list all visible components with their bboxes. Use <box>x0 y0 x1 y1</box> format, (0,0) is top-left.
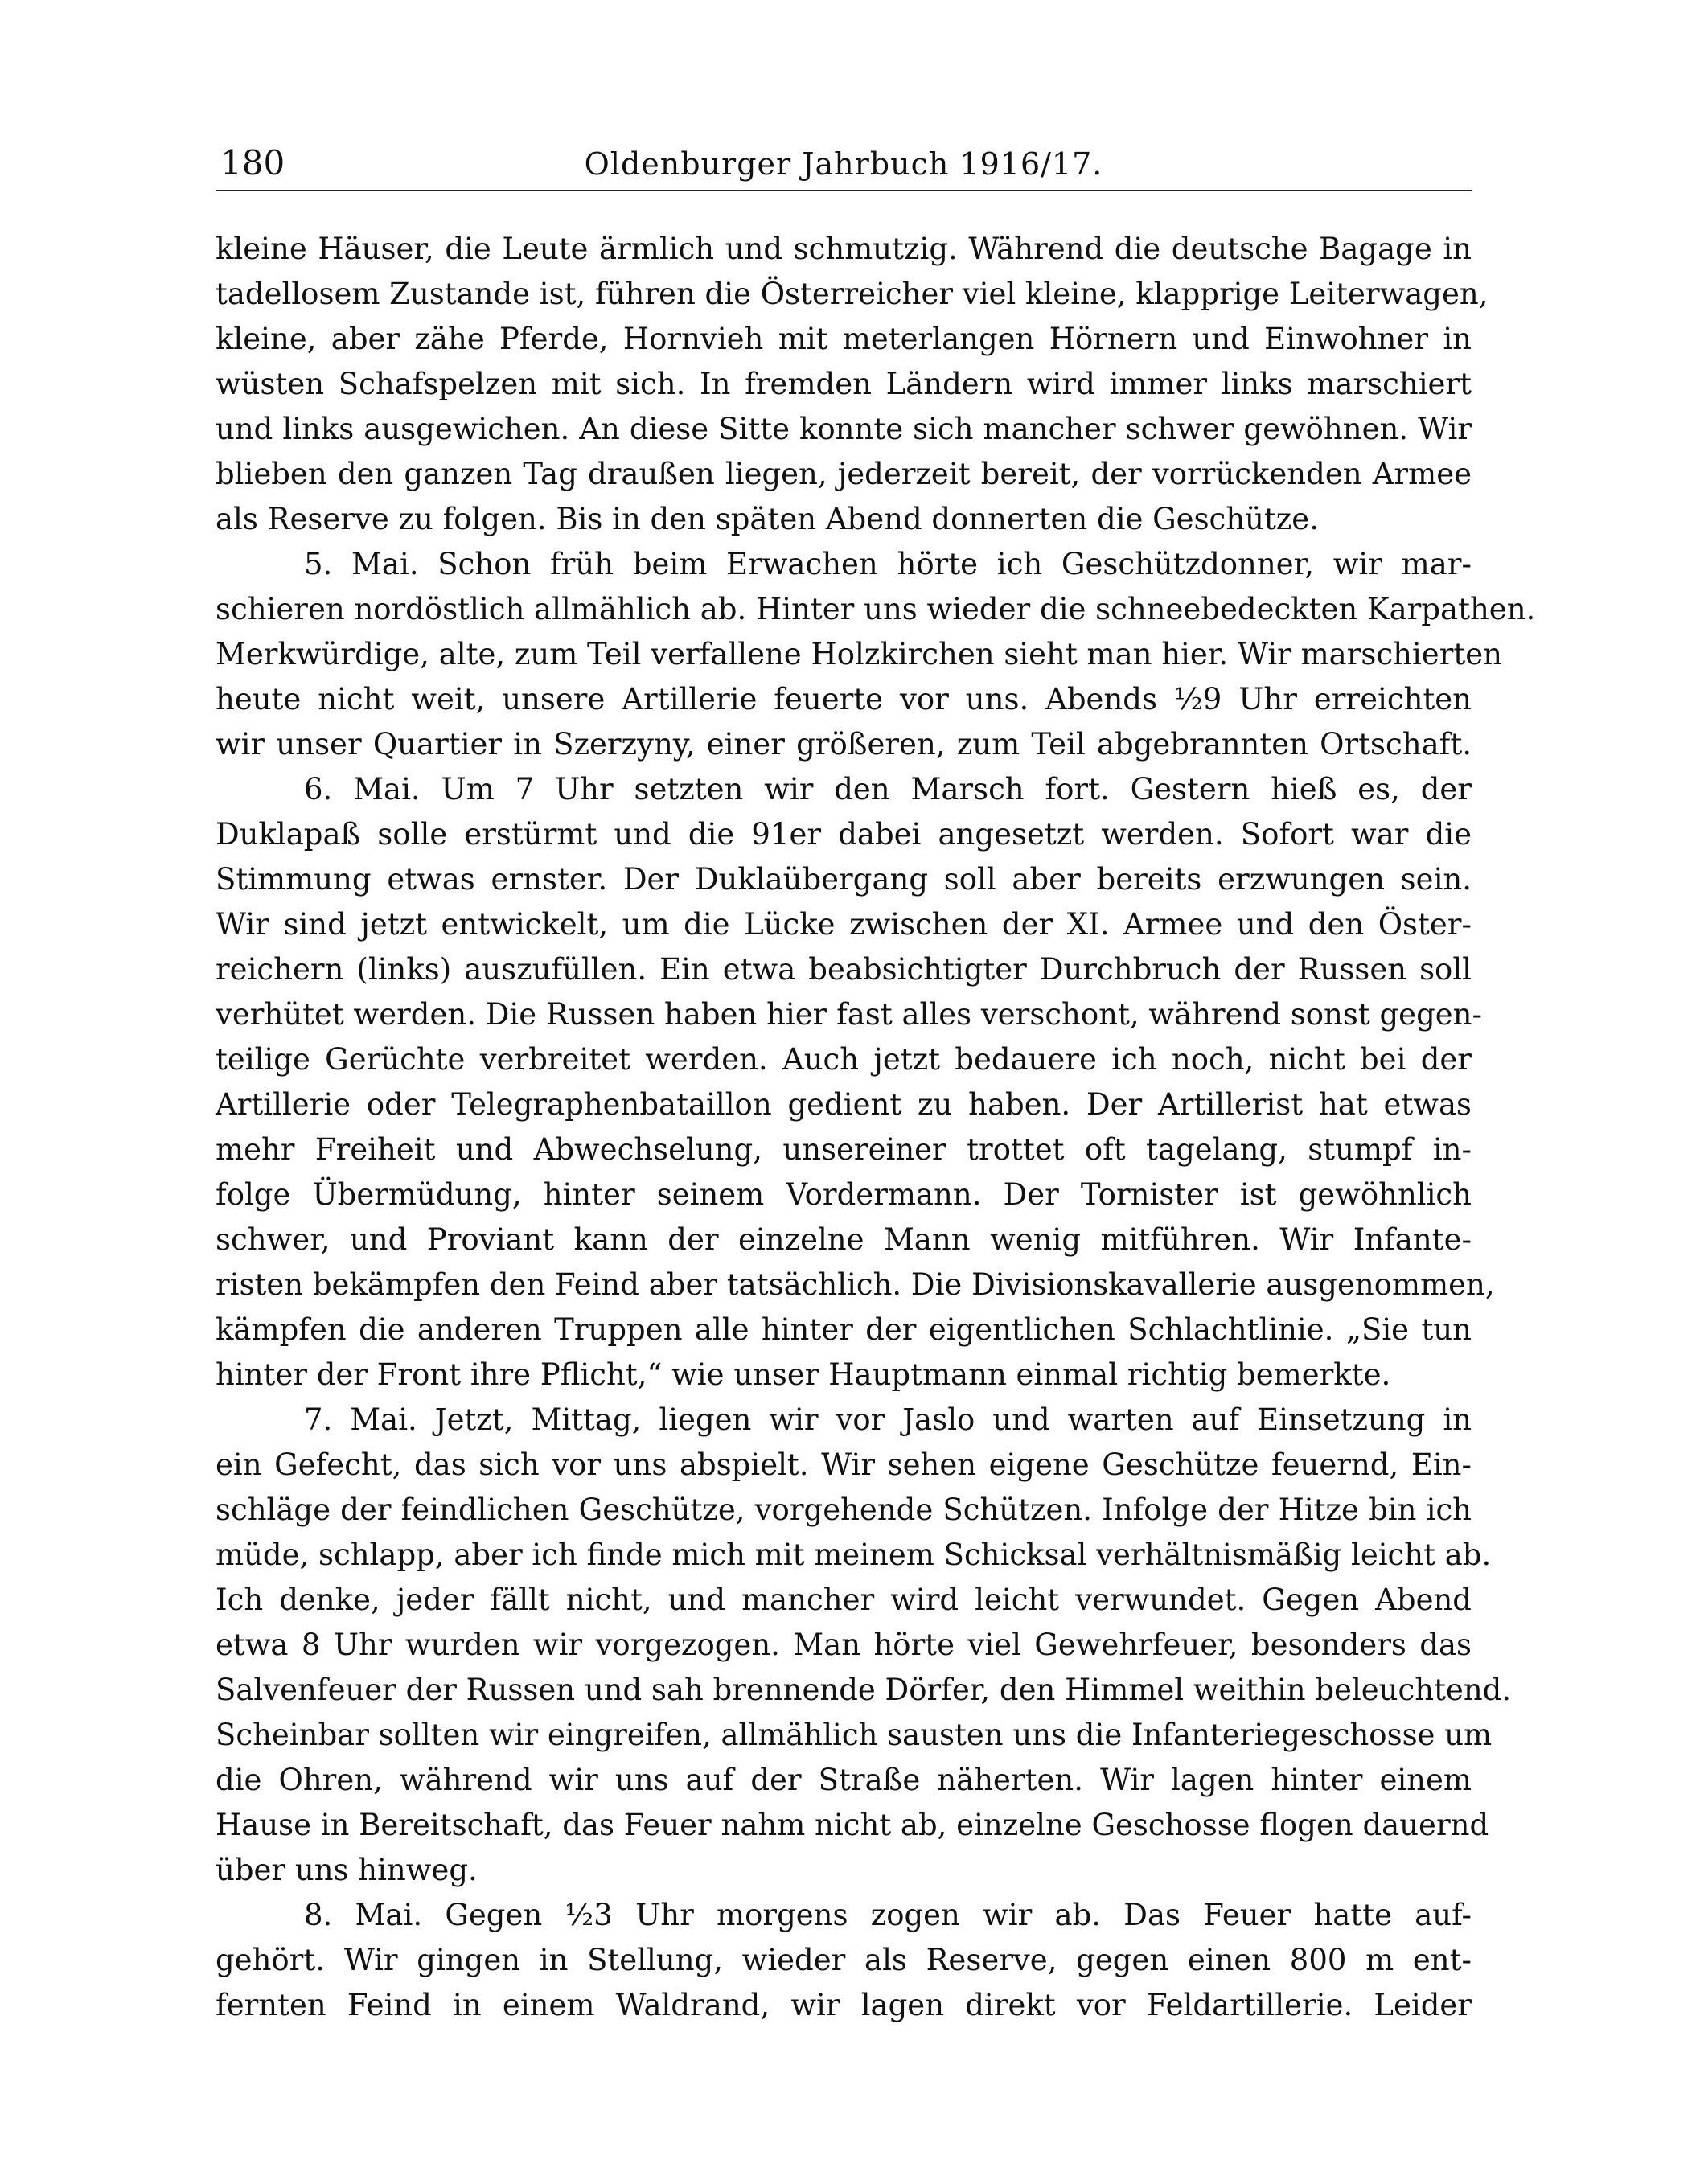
text-line: ein Gefecht, das sich vor uns abspielt. Wir sehen eigene Geschütze feuernd, Ein- <box>216 1447 1472 1482</box>
text-line: als Reserve zu folgen. Bis in den späten Abend donnerten die Geschütze. <box>216 502 1319 536</box>
text-line: 5. Mai. Schon früh beim Erwachen hörte ich Geschützdonner, wir mar- <box>304 547 1472 581</box>
page-number: 180 <box>220 143 285 183</box>
text-line: und links ausgewichen. An diese Sitte konnte sich mancher schwer gewöhnen. Wir <box>216 412 1472 446</box>
text-line: hinter der Front ihre Pflicht,“ wie unser Hauptmann einmal richtig bemerkte. <box>216 1357 1391 1392</box>
text-line: schläge der feindlichen Geschütze, vorgehende Schützen. Infolge der Hitze bin ich <box>216 1492 1472 1527</box>
text-line: wir unser Quartier in Szerzyny, einer größeren, zum Teil abgebrannten Ortschaft. <box>216 727 1472 762</box>
text-line: schwer, und Proviant kann der einzelne Mann wenig mitführen. Wir Infante- <box>216 1222 1472 1257</box>
text-line: Merkwürdige, alte, zum Teil verfallene Holzkirchen sieht man hier. Wir marschierten <box>216 637 1502 671</box>
text-line: die Ohren, während wir uns auf der Straße näherten. Wir lagen hinter einem <box>216 1763 1472 1797</box>
text-line: kämpfen die anderen Truppen alle hinter der eigentlichen Schlachtlinie. „Sie tun <box>216 1312 1472 1347</box>
text-line: Hause in Bereitschaft, das Feuer nahm nicht ab, einzelne Geschosse flogen dauernd <box>216 1808 1489 1842</box>
text-line: blieben den ganzen Tag draußen liegen, jederzeit bereit, der vorrückenden Armee <box>216 457 1472 491</box>
text-line: teilige Gerüchte verbreitet werden. Auch jetzt bedauere ich noch, nicht bei der <box>216 1042 1472 1077</box>
text-line: 6. Mai. Um 7 Uhr setzten wir den Marsch fort. Gestern hieß es, der <box>304 772 1472 807</box>
text-line: 7. Mai. Jetzt, Mittag, liegen wir vor Jaslo und warten auf Einsetzung in <box>304 1402 1472 1437</box>
text-line: Artillerie oder Telegraphenbataillon gedient zu haben. Der Artillerist hat etwas <box>216 1087 1472 1122</box>
text-line: Stimmung etwas ernster. Der Duklaübergang soll aber bereits erzwungen sein. <box>216 862 1472 897</box>
text-line: reichern (links) auszufüllen. Ein etwa beabsichtigter Durchbruch der Russen soll <box>216 952 1472 987</box>
text-line: folge Übermüdung, hinter seinem Vordermann. Der Tornister ist gewöhnlich <box>216 1177 1472 1212</box>
text-line: wüsten Schafspelzen mit sich. In fremden Ländern wird immer links marschiert <box>216 367 1472 401</box>
text-line: fernten Feind in einem Waldrand, wir lagen direkt vor Feldartillerie. Leider <box>216 1988 1472 2022</box>
text-line: über uns hinweg. <box>216 1853 478 1887</box>
body-text <box>216 227 1536 2028</box>
text-line: müde, schlapp, aber ich finde mich mit meinem Schicksal verhältnismäßig leicht ab. <box>216 1537 1492 1572</box>
text-line: kleine, aber zähe Pferde, Hornvieh mit meterlangen Hörnern und Einwohner in <box>216 322 1472 356</box>
text-line: 8. Mai. Gegen ½3 Uhr morgens zogen wir ab. Das Feuer hatte auf- <box>304 1898 1472 1932</box>
text-line: Scheinbar sollten wir eingreifen, allmählich sausten uns die Infanteriegeschosse um <box>216 1718 1493 1752</box>
text-line: heute nicht weit, unsere Artillerie feuerte vor uns. Abends ½9 Uhr erreichten <box>216 682 1472 716</box>
text-line: risten bekämpfen den Feind aber tatsächlich. Die Divisionskavallerie ausgenommen, <box>216 1267 1495 1302</box>
text-line: kleine Häuser, die Leute ärmlich und schmutzig. Während die deutsche Bagage in <box>216 232 1472 266</box>
running-title: Oldenburger Jahrbuch 1916/17. <box>584 146 1103 182</box>
text-line: tadellosem Zustande ist, führen die Österreicher viel kleine, klapprige Leiterwagen, <box>216 277 1489 311</box>
text-line: verhütet werden. Die Russen haben hier fast alles verschont, während sonst gegen- <box>216 997 1482 1032</box>
text-line: mehr Freiheit und Abwechselung, unsereiner trottet oft tagelang, stumpf in- <box>216 1132 1472 1167</box>
text-line: gehört. Wir gingen in Stellung, wieder als Reserve, gegen einen 800 m ent- <box>216 1943 1472 1977</box>
text-line: Ich denke, jeder fällt nicht, und mancher wird leicht verwundet. Gegen Abend <box>216 1583 1472 1617</box>
text-line: Duklapaß solle erstürmt und die 91er dabei angesetzt werden. Sofort war die <box>216 817 1472 852</box>
text-line: Salvenfeuer der Russen und sah brennende Dörfer, den Himmel weithin beleuchtend. <box>216 1673 1512 1707</box>
page-header <box>216 142 1472 191</box>
text-line: schieren nordöstlich allmählich ab. Hinter uns wieder die schneebedeckten Karpathen. <box>216 592 1536 626</box>
text-line: etwa 8 Uhr wurden wir vorgezogen. Man hörte viel Gewehrfeuer, besonders das <box>216 1628 1472 1662</box>
text-line: Wir sind jetzt entwickelt, um die Lücke zwischen der XI. Armee und den Öster- <box>216 907 1472 942</box>
